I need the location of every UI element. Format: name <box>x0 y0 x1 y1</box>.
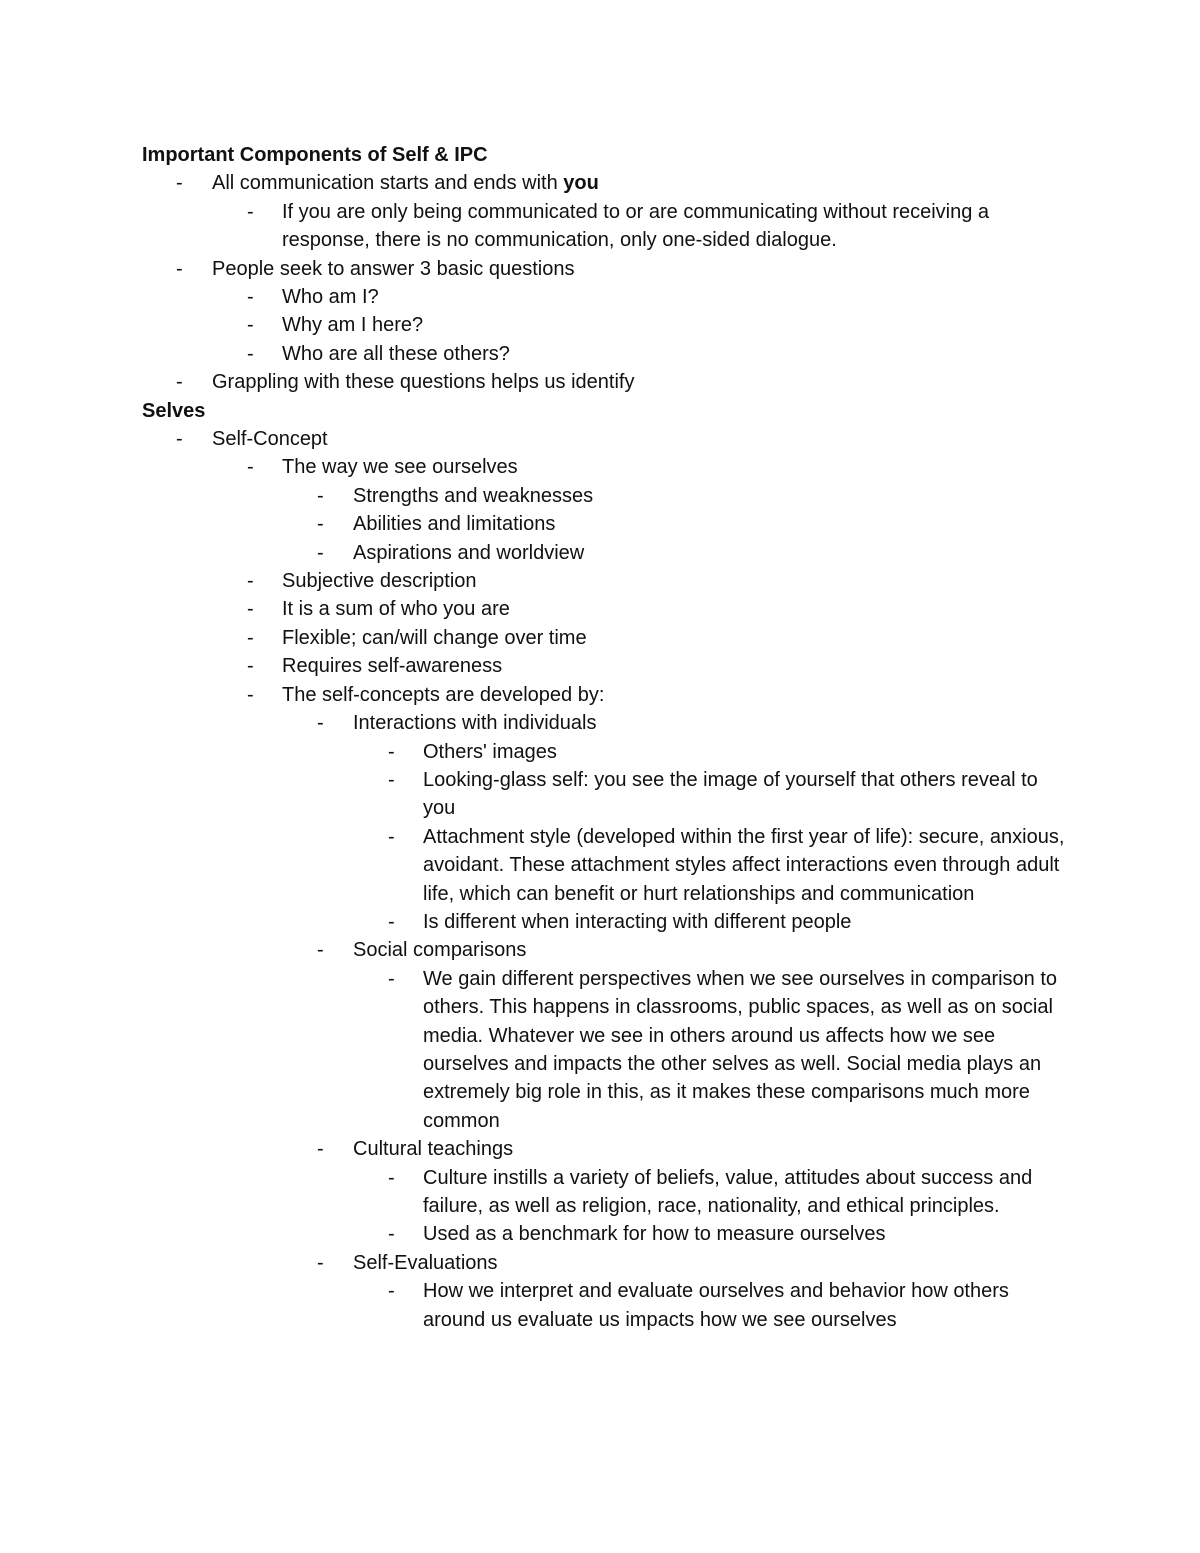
bullet-dash: - <box>247 314 254 337</box>
bullet-dash: - <box>388 1223 395 1246</box>
list-item-text: Social comparisons <box>353 939 527 962</box>
list-item-text: The self-concepts are developed by: <box>282 683 605 706</box>
list-item <box>142 652 1072 680</box>
list-item-text: Abilities and limitations <box>353 513 556 536</box>
list-item-text: Why am I here? <box>282 314 424 337</box>
bullet-dash: - <box>247 683 254 706</box>
bullet-dash: - <box>176 257 183 280</box>
document-page <box>142 141 1072 1334</box>
list-item-text: People seek to answer 3 basic questions <box>212 257 575 280</box>
list-item-text: Who am I? <box>282 286 379 309</box>
list-item-text: Looking-glass self: you see the image of yourself that others reveal to you <box>423 768 1038 820</box>
list-item <box>142 738 1072 766</box>
bullet-dash: - <box>388 967 395 990</box>
list-item-text: Flexible; can/will change over time <box>282 626 587 649</box>
list-item-text: The way we see ourselves <box>282 456 518 479</box>
list-item <box>142 567 1072 595</box>
list-item-text: Used as a benchmark for how to measure ourselves <box>423 1223 886 1246</box>
bullet-dash: - <box>247 286 254 309</box>
bullet-dash: - <box>247 655 254 678</box>
bullet-dash: - <box>176 172 183 195</box>
bullet-dash: - <box>176 371 183 394</box>
list-item-text: Grappling with these questions helps us identify <box>212 371 635 394</box>
list-item <box>142 1135 1072 1163</box>
list-item <box>142 1220 1072 1248</box>
list-item <box>142 169 1072 197</box>
list-item-text: Is different when interacting with different people <box>423 910 852 933</box>
list-item-text: Who are all these others? <box>282 342 510 365</box>
list-item <box>142 1164 1072 1221</box>
list-item-text: We gain different perspectives when we see ourselves in comparison to others. This happens in classrooms, public spaces, as well as on social media. Whatever we see in others around us affects how we see ourselves and impacts the other selves as well. Social media plays an extremely big role in this, as it makes these comparisons much more common <box>423 967 1058 1132</box>
list-item <box>142 681 1072 709</box>
bullet-dash: - <box>388 825 395 848</box>
list-item <box>142 1277 1072 1334</box>
list-item-text: Attachment style (developed within the first year of life): secure, anxious, avoidant. These attachment styles affect interactions even through adult life, which can benefit or hurt relationships and communication <box>423 825 1065 905</box>
list-item-text: Cultural teachings <box>353 1138 514 1161</box>
list-item <box>142 311 1072 339</box>
list-item <box>142 936 1072 964</box>
bullet-dash: - <box>317 1138 324 1161</box>
list-item <box>142 482 1072 510</box>
bullet-dash: - <box>247 456 254 479</box>
list-item <box>142 198 1072 255</box>
list-item <box>142 595 1072 623</box>
bullet-dash: - <box>317 484 324 507</box>
section-heading-selves: Selves <box>142 399 206 422</box>
bullet-dash: - <box>317 513 324 536</box>
bullet-dash: - <box>388 1280 395 1303</box>
bullet-dash: - <box>247 342 254 365</box>
list-item <box>142 539 1072 567</box>
bullet-dash: - <box>388 740 395 763</box>
bullet-dash: - <box>247 598 254 621</box>
list-item <box>142 823 1072 908</box>
list-item <box>142 283 1072 311</box>
list-item <box>142 425 1072 453</box>
bullet-dash: - <box>247 200 254 223</box>
bullet-dash: - <box>388 910 395 933</box>
bullet-dash: - <box>176 428 183 451</box>
bullet-dash: - <box>247 626 254 649</box>
list-item-text: Strengths and weaknesses <box>353 484 594 507</box>
list-item-text: Aspirations and worldview <box>353 541 585 564</box>
bullet-dash: - <box>317 939 324 962</box>
list-item-text: Self-Concept <box>212 428 328 451</box>
list-item <box>142 510 1072 538</box>
page-title: Important Components of Self & IPC <box>142 144 488 166</box>
list-item-text: Others' images <box>423 740 557 763</box>
list-item <box>142 766 1072 823</box>
bullet-dash: - <box>317 1251 324 1274</box>
list-item-text: If you are only being communicated to or are communicating without receiving a response, there is no communication, only one-sided dialogue. <box>282 200 990 252</box>
list-item <box>142 908 1072 936</box>
bullet-dash: - <box>317 541 324 564</box>
list-item-text: It is a sum of who you are <box>282 598 510 621</box>
list-item <box>142 1249 1072 1277</box>
list-item-text: Self-Evaluations <box>353 1251 498 1274</box>
list-item-text: Requires self-awareness <box>282 655 503 678</box>
list-item-text: All communication starts and ends with <box>212 172 564 195</box>
list-item-text: Culture instills a variety of beliefs, value, attitudes about success and failure, as well as religion, race, nationality, and ethical principles. <box>423 1166 1033 1217</box>
list-item-text: Interactions with individuals <box>353 712 597 735</box>
bullet-dash: - <box>247 570 254 593</box>
list-item <box>142 255 1072 283</box>
bullet-dash: - <box>317 712 324 735</box>
bullet-dash: - <box>388 768 395 791</box>
list-item <box>142 368 1072 396</box>
list-item <box>142 965 1072 1135</box>
list-item <box>142 709 1072 737</box>
bullet-dash: - <box>388 1166 395 1189</box>
emphasis-text: you <box>563 172 599 195</box>
list-item <box>142 340 1072 368</box>
list-item <box>142 624 1072 652</box>
list-item-text: How we interpret and evaluate ourselves and behavior how others around us evaluate us impacts how we see ourselves <box>423 1280 1009 1331</box>
list-item <box>142 453 1072 481</box>
list-item-text: Subjective description <box>282 570 477 593</box>
